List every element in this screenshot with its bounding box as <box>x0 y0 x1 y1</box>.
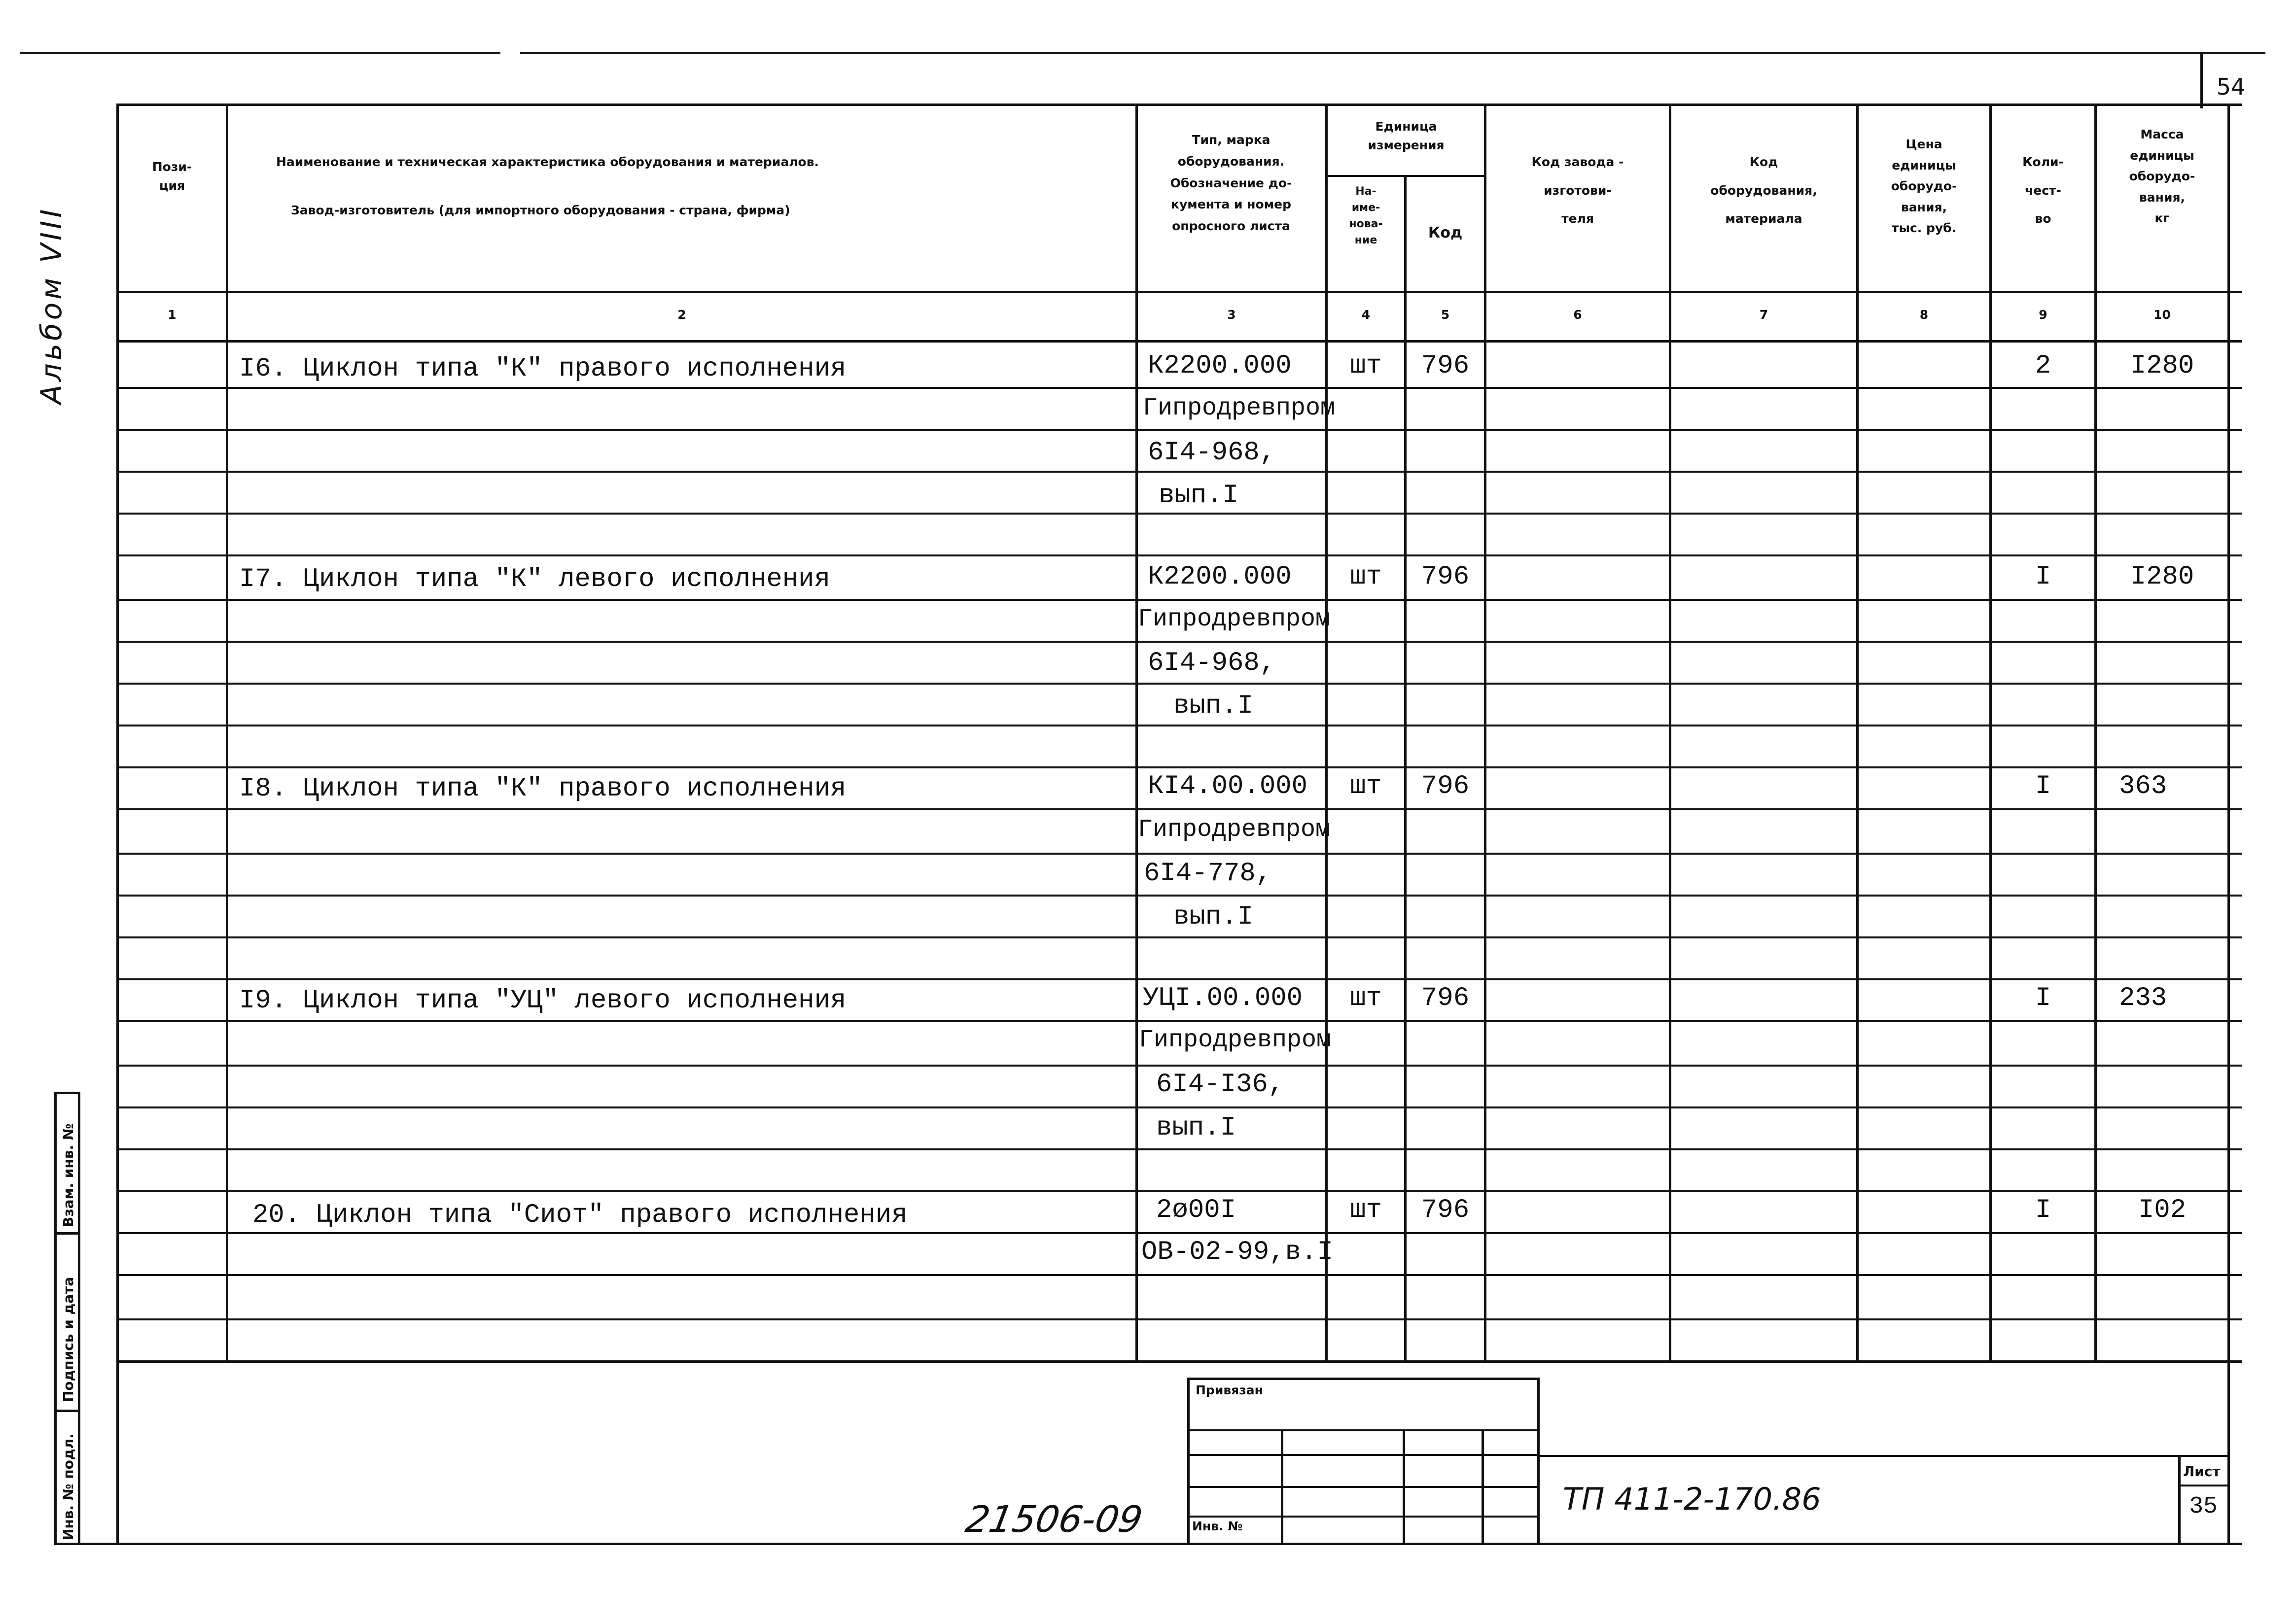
row-line <box>117 683 2242 685</box>
sheet-label: Лист <box>2183 1463 2221 1480</box>
item-unit: шт <box>1350 771 1382 801</box>
col-line-right <box>2227 104 2230 1545</box>
column-number: 8 <box>1919 308 1929 322</box>
col-line-5 <box>1484 104 1486 1363</box>
item-name: I6. Циклон типа "К" правого исполнения <box>239 354 847 384</box>
bound-label: Привязан <box>1196 1383 1263 1397</box>
column-number: 10 <box>2153 308 2171 322</box>
item-unit-code: 796 <box>1421 562 1470 592</box>
side-stamp-inv-podl: Инв. № подл. <box>60 1433 76 1540</box>
header-unit-mass: Масса единицы оборудо- вания, кг <box>2129 127 2195 225</box>
column-number: 9 <box>2039 308 2047 322</box>
colnum-bottom-border <box>117 340 2242 343</box>
col-line-6 <box>1669 104 1671 1363</box>
item-type-line: 2ø00I <box>1156 1195 1236 1225</box>
title-block-line <box>1187 1378 1190 1545</box>
page-number-box-left <box>2200 54 2203 108</box>
header-equipment-code: Код оборудования, материала <box>1710 155 1817 226</box>
title-block-line <box>1538 1455 2228 1457</box>
header-quantity: Коли- чест- во <box>2022 155 2064 226</box>
col-line-2 <box>1135 104 1138 1363</box>
column-number: 1 <box>168 308 176 322</box>
row-line <box>117 641 2242 643</box>
header-unit-code: Код <box>1428 224 1463 242</box>
item-type-line: УЦI.00.000 <box>1143 983 1303 1013</box>
column-number: 2 <box>677 308 686 322</box>
item-mass: I280 <box>2130 562 2194 592</box>
top-edge-line-right <box>520 52 2265 54</box>
row-line <box>117 1065 2242 1067</box>
title-block-line <box>2178 1485 2227 1486</box>
column-number: 6 <box>1573 308 1582 322</box>
item-quantity: I <box>2035 983 2051 1013</box>
row-line <box>117 1232 2242 1234</box>
col-line-3 <box>1325 104 1328 1363</box>
album-label: Альбом VIII <box>35 206 68 404</box>
item-type-line: вып.I <box>1173 691 1254 721</box>
inv-number-handwritten: 21506-09 <box>962 1498 1146 1541</box>
page-bottom-border <box>54 1543 2242 1545</box>
side-stamp-signature-date: Подпись и дата <box>60 1277 76 1402</box>
item-quantity: I <box>2035 771 2051 801</box>
row-line <box>117 1318 2242 1320</box>
item-type-line: К2200.000 <box>1148 351 1292 381</box>
item-unit-code: 796 <box>1421 351 1470 381</box>
item-mass: 233 <box>2119 983 2167 1013</box>
item-unit-code: 796 <box>1421 1195 1470 1225</box>
header-name-line2: Завод-изготовитель (для импортного оборудования - страна, фирма) <box>291 203 790 217</box>
item-name: I7. Циклон типа "К" левого исполнения <box>239 564 830 594</box>
row-line <box>117 554 2242 556</box>
item-mass: I02 <box>2138 1195 2187 1225</box>
table-bottom-border <box>117 1360 2242 1363</box>
title-block-line <box>1281 1429 1283 1545</box>
table-top-border <box>117 104 2242 106</box>
header-position: Пози- ция <box>152 160 192 193</box>
item-unit: шт <box>1350 1195 1382 1225</box>
item-unit-code: 796 <box>1421 771 1470 801</box>
row-line <box>117 853 2242 855</box>
header-bottom-border <box>117 291 2242 293</box>
title-block-line <box>1537 1378 1540 1545</box>
item-quantity: I <box>2035 562 2051 592</box>
col-line-1 <box>226 104 228 1363</box>
col-line-7 <box>1856 104 1859 1363</box>
header-unit-name: На- име- нова- ние <box>1349 185 1383 246</box>
item-name: 20. Циклон типа "Сиот" правого исполнения <box>252 1200 908 1230</box>
col-line-8 <box>1989 104 1992 1363</box>
header-unit-price: Цена единицы оборудо- вания, тыс. руб. <box>1891 137 1957 235</box>
column-number: 3 <box>1227 308 1236 322</box>
title-block-line <box>1403 1429 1405 1545</box>
item-type-line: 6I4-I36, <box>1156 1070 1284 1100</box>
title-block-line <box>1188 1429 1538 1431</box>
item-type-line: КI4.00.000 <box>1148 771 1308 801</box>
row-line <box>117 429 2242 431</box>
item-type-line: Гипродревпром <box>1143 394 1336 422</box>
document-code: ТП 411-2-170.86 <box>1563 1481 1821 1517</box>
item-type-line: 6I4-778, <box>1144 859 1272 889</box>
header-factory-code: Код завода - изготови- теля <box>1531 155 1624 226</box>
inv-label: Инв. № <box>1192 1519 1243 1533</box>
sheet-number: 35 <box>2189 1493 2218 1520</box>
row-line <box>117 808 2242 810</box>
item-type-line: вып.I <box>1159 481 1239 511</box>
header-unit-group: Единица измерения <box>1368 119 1445 152</box>
row-line <box>117 766 2242 768</box>
item-name: I8. Циклон типа "К" правого исполнения <box>239 774 847 804</box>
item-type-line: 6I4-968, <box>1148 438 1276 468</box>
item-unit: шт <box>1350 562 1382 592</box>
item-unit: шт <box>1350 983 1382 1013</box>
row-line <box>117 1274 2242 1276</box>
item-type-line: вып.I <box>1173 902 1254 932</box>
row-line <box>117 387 2242 389</box>
item-type-line: Гипродревпром <box>1138 816 1331 844</box>
side-stamp-border <box>54 1092 80 1094</box>
header-type-mark: Тип, марка оборудования. Обозначение до- кумента и номер опросного листа <box>1170 133 1292 233</box>
item-quantity: 2 <box>2035 351 2051 381</box>
row-line <box>117 513 2242 515</box>
row-line <box>117 936 2242 938</box>
top-edge-line-left <box>20 52 500 54</box>
side-stamp-border <box>54 1410 80 1412</box>
row-line <box>117 1190 2242 1192</box>
side-stamp-border <box>54 1232 80 1235</box>
item-type-line: Гипродревпром <box>1139 1026 1332 1054</box>
item-quantity: I <box>2035 1195 2051 1225</box>
side-stamp-vzam: Взам. инв. № <box>60 1123 76 1227</box>
row-line <box>117 599 2242 601</box>
title-block-line <box>1188 1486 1538 1488</box>
side-stamp-border <box>54 1092 57 1545</box>
title-block-line <box>1188 1454 1538 1456</box>
row-line <box>117 725 2242 726</box>
title-block-line <box>1482 1429 1484 1545</box>
row-line <box>117 471 2242 473</box>
row-line <box>117 1148 2242 1150</box>
row-line <box>117 978 2242 980</box>
item-mass: I280 <box>2130 351 2194 381</box>
item-type-line: 6I4-968, <box>1148 648 1276 678</box>
item-type-line: К2200.000 <box>1148 562 1292 592</box>
row-line <box>117 895 2242 897</box>
item-type-line: вып.I <box>1156 1113 1236 1143</box>
col-line-9 <box>2094 104 2097 1363</box>
row-line <box>117 1106 2242 1108</box>
item-name: I9. Циклон типа "УЦ" левого исполнения <box>239 986 847 1016</box>
row-line <box>117 1020 2242 1022</box>
column-number: 4 <box>1361 308 1371 322</box>
page-number: 54 <box>2216 73 2246 100</box>
column-number: 5 <box>1441 308 1450 322</box>
item-type-line: ОВ-02-99,в.I <box>1141 1237 1333 1267</box>
header-name-line1: Наименование и техническая характеристика оборудования и материалов. <box>276 155 819 169</box>
item-unit: шт <box>1350 351 1382 381</box>
column-number: 7 <box>1759 308 1768 322</box>
item-type-line: Гипродревпром <box>1138 605 1331 633</box>
title-block-line <box>1188 1378 1538 1380</box>
item-mass: 363 <box>2119 771 2167 801</box>
item-unit-code: 796 <box>1421 983 1470 1013</box>
